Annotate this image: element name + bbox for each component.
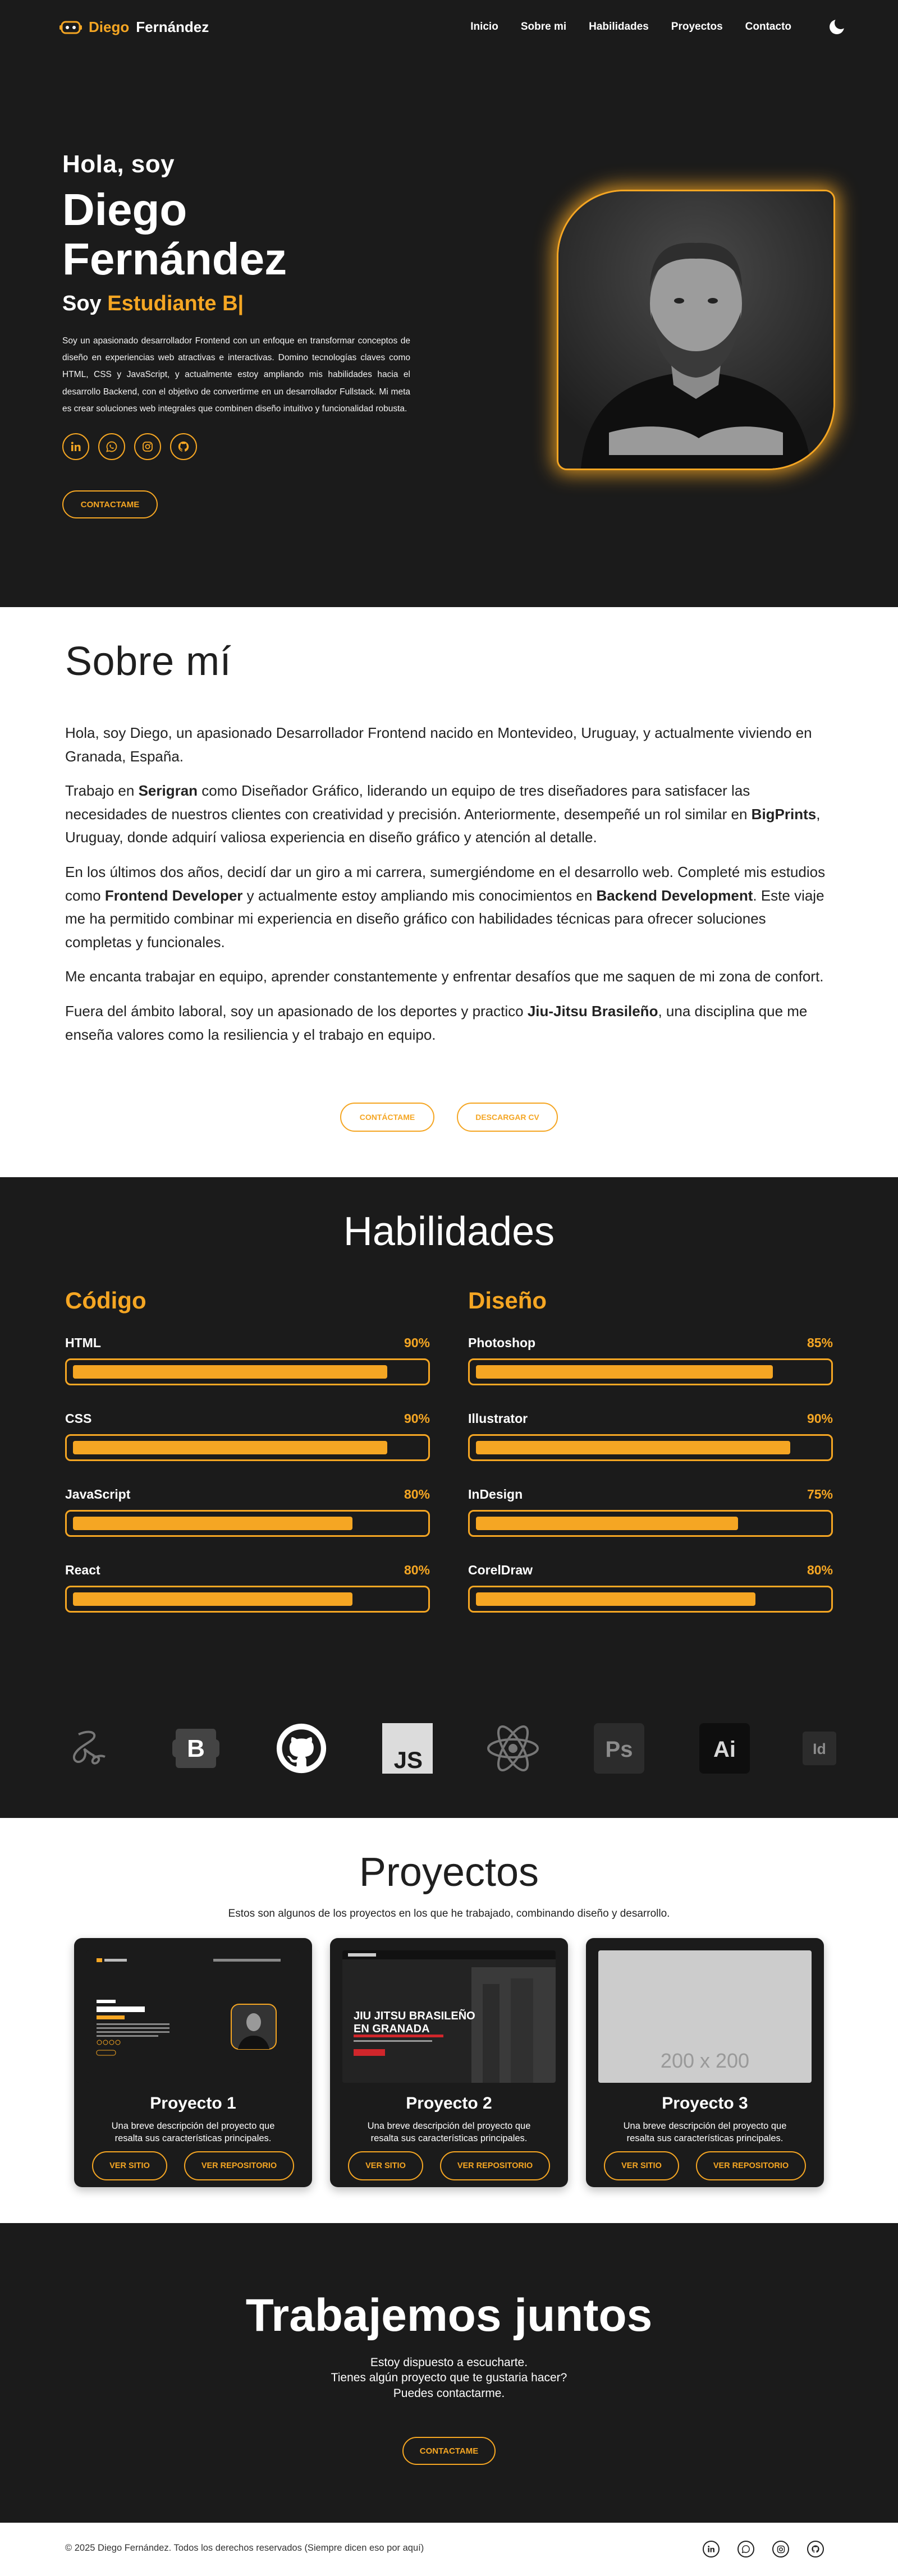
instagram-icon[interactable] (134, 433, 161, 460)
project-description: Una breve descripción del proyecto que resalta sus características principales. (367, 2121, 531, 2144)
skill-bar-fill (73, 1365, 387, 1379)
contact-line: Puedes contactarme. (393, 2386, 505, 2400)
about-paragraph: Me encanta trabajar en equipo, aprender constantemente y enfrentar desafíos que me saquen de mi zona de confort. (65, 968, 824, 985)
hero-role-prefix: Soy (62, 292, 102, 315)
view-repo-button[interactable]: VER REPOSITORIO (696, 2151, 806, 2180)
contact-title: Trabajemos juntos (245, 2290, 653, 2341)
nav-link-sobre-mi[interactable]: Sobre mi (520, 21, 567, 33)
skill-bar (65, 1510, 430, 1537)
project-card (586, 1938, 824, 2187)
github-icon[interactable] (170, 433, 197, 460)
code-skills-title: Código (65, 1287, 146, 1314)
skill-bar (468, 1358, 833, 1385)
about-section (0, 607, 898, 1177)
tech-logos-carousel (62, 1720, 836, 1776)
hero-socials (62, 433, 410, 460)
linkedin-icon[interactable] (62, 433, 89, 460)
skill-item (468, 1563, 833, 1613)
skill-bar-fill (73, 1517, 352, 1530)
svg-text:B: B (186, 1735, 205, 1762)
skill-name: Illustrator (468, 1411, 528, 1426)
view-repo-button[interactable]: VER REPOSITORIO (440, 2151, 550, 2180)
skill-name: JavaScript (65, 1487, 131, 1501)
svg-text:JS: JS (393, 1747, 423, 1773)
hero-contact-button[interactable]: CONTACTAME (62, 490, 158, 518)
skill-percent: 75% (807, 1487, 833, 1501)
projects-subtitle: Estos son algunos de los proyectos en los que he trabajado, combinando diseño y desarrollo. (228, 1908, 670, 1920)
about-text-run: , Uruguay, donde adquirí valiosa experiencia en diseño gráfico y atención al detalle. (65, 805, 821, 846)
project-buttons (586, 2151, 824, 2180)
skill-bar-fill (476, 1365, 773, 1379)
code-skills-column (65, 1287, 430, 1613)
project-buttons (74, 2151, 312, 2180)
skill-bar-fill (476, 1517, 738, 1530)
design-skills-column (468, 1287, 833, 1613)
svg-text:Id: Id (813, 1741, 826, 1757)
about-text-run: y actualmente estoy ampliando mis conocimientos en (242, 887, 597, 904)
svg-text:Ai: Ai (713, 1737, 736, 1762)
whatsapp-icon[interactable] (98, 433, 125, 460)
project-2-headline-line2: EN GRANADA (354, 2023, 430, 2035)
about-highlight: BigPrints (751, 805, 817, 823)
skill-percent: 85% (807, 1335, 833, 1350)
about-highlight: Frontend Developer (104, 887, 243, 904)
skill-name: CorelDraw (468, 1563, 533, 1577)
about-highlight: Jiu-Jitsu Brasileño (527, 1002, 658, 1020)
view-site-button[interactable]: VER SITIO (604, 2151, 679, 2180)
profile-photo (557, 190, 835, 470)
bootstrap-icon (168, 1720, 224, 1776)
view-site-button[interactable]: VER SITIO (348, 2151, 423, 2180)
footer (0, 2523, 898, 2576)
skill-item (65, 1563, 430, 1613)
about-text-run: En los últimos dos años, decidí dar un giro a mi carrera, sumergiéndome en el desarrollo web. Completé mis estudios como (65, 863, 826, 904)
placeholder-size-text: 200 x 200 (660, 2049, 750, 2072)
about-text-run: . Este viaje me ha permitido combinar mi experiencia en diseño gráfico con habilidades técnicas para ofrecer soluciones completas y funcionales. (65, 887, 824, 950)
sass-icon (62, 1720, 118, 1776)
project-thumbnail[interactable] (342, 1950, 556, 2083)
about-text-run: , una disciplina que me enseña valores como la resiliencia y el trabajo en equipo. (65, 1002, 808, 1043)
skill-item (65, 1411, 430, 1461)
skill-bar-fill (476, 1441, 790, 1454)
moon-icon[interactable] (830, 20, 844, 34)
skill-item (65, 1487, 430, 1537)
linkedin-icon[interactable] (703, 2541, 720, 2557)
copyright-text: © 2025 Diego Fernández. Todos los derechos reservados (Siempre dicen eso por aquí) (65, 2543, 424, 2553)
about-title: Sobre mí (65, 639, 232, 684)
project-title: Proyecto 1 (150, 2094, 236, 2113)
nav-link-contacto[interactable]: Contacto (745, 21, 791, 33)
main-menu (470, 20, 844, 34)
contact-button[interactable]: CONTACTAME (402, 2437, 496, 2465)
view-repo-button[interactable]: VER REPOSITORIO (184, 2151, 294, 2180)
skill-item (65, 1335, 430, 1385)
nav-link-proyectos[interactable]: Proyectos (671, 21, 723, 33)
contact-line: Tienes algún proyecto que te gustaria hacer? (331, 2371, 567, 2385)
footer-socials (703, 2541, 824, 2557)
skill-item (468, 1335, 833, 1385)
project-description: Una breve descripción del proyecto que resalta sus características principales. (111, 2121, 275, 2144)
design-skills-title: Diseño (468, 1287, 547, 1314)
about-contact-button[interactable]: CONTÁCTAME (340, 1103, 434, 1132)
hero-bio: Soy un apasionado desarrollador Frontend con un enfoque en transformar conceptos de diseño en experiencias web atractivas e interactivas. Domino tecnologías claves como HTML, CSS y JavaScript, y actualmente estoy ampliando mis habilidades hacia el desarrollo Backend, con el objetivo de convertirme en un desarrollador Fullstack. Mi meta es crear soluciones web integrales que combinen diseño intuitivo y funcionalidad robusta. (62, 336, 410, 414)
contact-section (0, 2223, 898, 2523)
project-title: Proyecto 2 (406, 2094, 492, 2113)
contact-line: Estoy dispuesto a escucharte. (370, 2356, 528, 2369)
project-placeholder-image[interactable] (598, 1950, 812, 2083)
skill-percent: 80% (807, 1563, 833, 1577)
project-card (330, 1938, 568, 2187)
javascript-icon (379, 1720, 436, 1776)
skill-name: InDesign (468, 1487, 523, 1501)
skill-percent: 90% (807, 1411, 833, 1426)
about-text-run: Trabajo en (65, 782, 139, 800)
photoshop-icon (591, 1720, 647, 1776)
skill-item (468, 1411, 833, 1461)
skill-bar-fill (73, 1441, 387, 1454)
project-buttons (330, 2151, 568, 2180)
nav-link-inicio[interactable]: Inicio (470, 21, 498, 33)
contact-text (0, 2355, 898, 2401)
skill-percent: 90% (404, 1335, 430, 1350)
skill-name: Photoshop (468, 1335, 536, 1350)
skill-name: HTML (65, 1335, 101, 1350)
brand[interactable] (59, 19, 209, 36)
skill-bar (468, 1434, 833, 1461)
project-title: Proyecto 3 (662, 2094, 748, 2113)
github-icon (273, 1720, 329, 1776)
about-highlight: Serigran (138, 782, 198, 800)
view-site-button[interactable]: VER SITIO (92, 2151, 167, 2180)
about-text-run: Fuera del ámbito laboral, soy un apasionado de los deportes y practico (65, 1002, 528, 1020)
hero-name: Diego Fernández (62, 185, 287, 284)
hero-role (62, 292, 410, 316)
whatsapp-icon[interactable] (737, 2541, 754, 2557)
svg-text:Ps: Ps (605, 1737, 633, 1762)
skill-bar (468, 1510, 833, 1537)
skill-bar-fill (476, 1592, 755, 1606)
about-text-run: como Diseñador Gráfico, liderando un equipo de tres diseñadores para satisfacer las necesidades de nuestros clientes con creatividad y precisión. Anteriormente, desempeñé un rol similar en (65, 782, 752, 823)
about-paragraph (65, 779, 828, 850)
about-paragraph: Hola, soy Diego, un apasionado Desarrollador Frontend nacido en Montevideo, Uruguay, y actualmente viviendo en Granada, España. (65, 724, 812, 765)
nav-link-habilidades[interactable]: Habilidades (589, 21, 649, 33)
projects-title: Proyectos (359, 1850, 539, 1895)
skill-name: React (65, 1563, 100, 1577)
project-description: Una breve descripción del proyecto que resalta sus características principales. (623, 2121, 787, 2144)
projects-section (0, 1818, 898, 2223)
illustrator-icon (697, 1720, 753, 1776)
about-buttons (0, 1103, 898, 1132)
about-paragraph (65, 861, 828, 954)
logo-icon (59, 19, 82, 35)
project-card (74, 1938, 312, 2187)
github-icon[interactable] (807, 2541, 824, 2557)
skill-bar (65, 1434, 430, 1461)
skill-percent: 80% (404, 1487, 430, 1501)
about-text (65, 722, 828, 1046)
project-2-headline-line1: JIU JITSU BRASILEÑO (354, 2010, 475, 2022)
top-nav (0, 0, 898, 54)
skill-bar (65, 1586, 430, 1613)
skills-title: Habilidades (343, 1209, 555, 1254)
download-cv-button[interactable]: DESCARGAR CV (457, 1103, 558, 1132)
about-paragraph (65, 1000, 828, 1046)
skill-bar-fill (73, 1592, 352, 1606)
skill-name: CSS (65, 1411, 92, 1426)
skill-percent: 90% (404, 1411, 430, 1426)
brand-first-name: Diego (89, 18, 130, 35)
project-cards (74, 1938, 824, 2187)
skill-bar (65, 1358, 430, 1385)
project-2-headline (354, 2010, 475, 2036)
hero-content (62, 150, 410, 518)
hero-greeting: Hola, soy (62, 150, 175, 178)
instagram-icon[interactable] (772, 2541, 789, 2557)
project-thumbnail[interactable] (86, 1950, 300, 2083)
skill-percent: 80% (404, 1563, 430, 1577)
skills-section (0, 1177, 898, 1818)
skill-bar (468, 1586, 833, 1613)
hero-section (0, 0, 898, 607)
brand-last-name: Fernández (136, 18, 209, 35)
hero-role-typed: Estudiante B| (107, 292, 244, 315)
react-icon (485, 1720, 541, 1776)
about-highlight: Backend Development (596, 887, 753, 904)
skill-item (468, 1487, 833, 1537)
indesign-icon (803, 1720, 836, 1776)
